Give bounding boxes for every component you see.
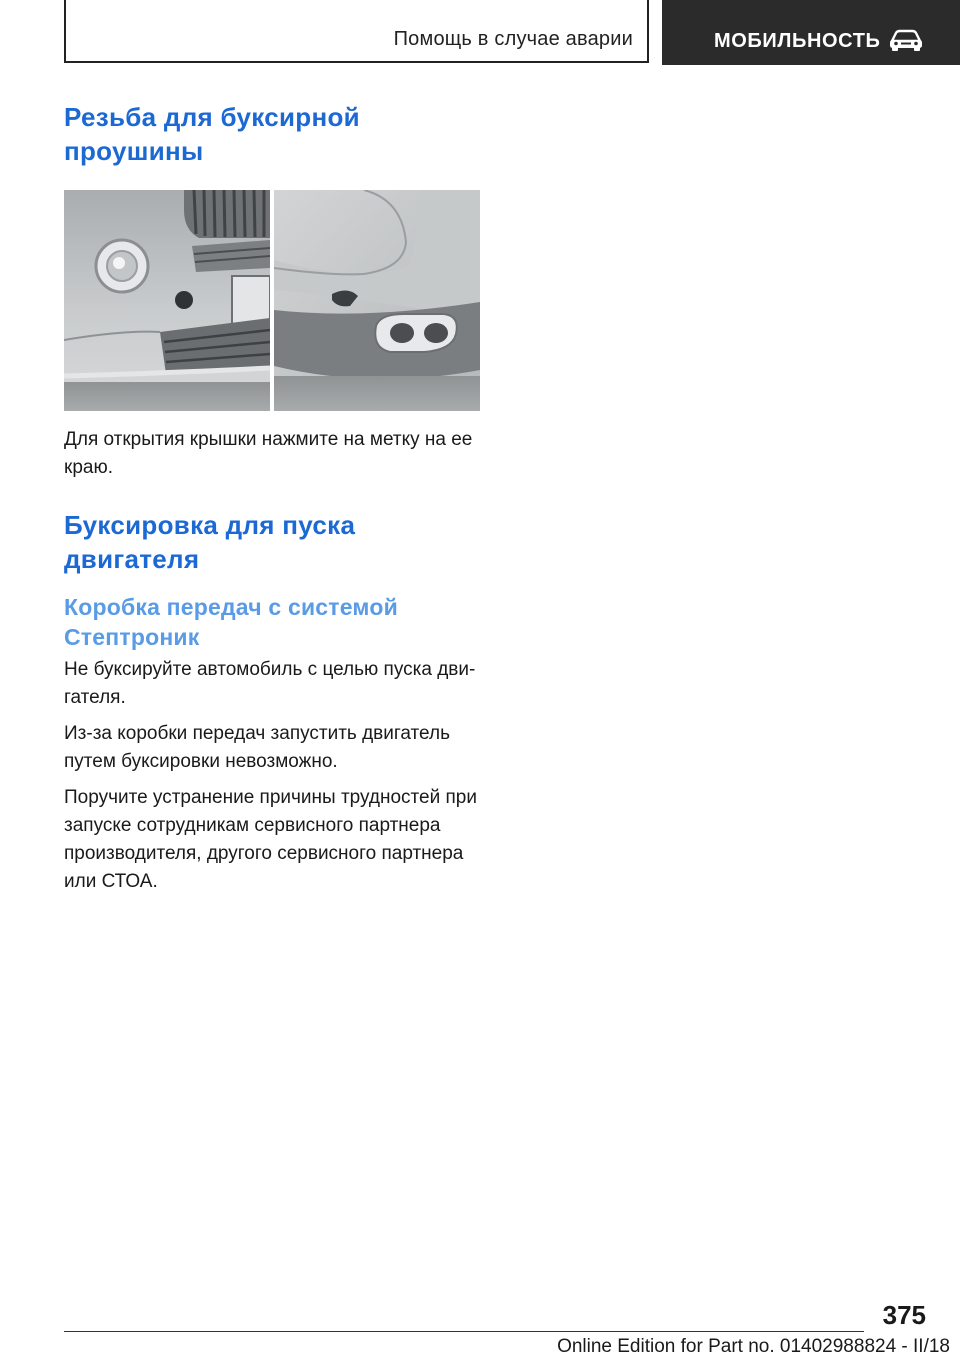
chapter-tab	[662, 0, 960, 65]
main-content	[64, 100, 482, 896]
header-frame	[64, 0, 649, 63]
heading-tow-start: Буксировка для пуска двигателя	[64, 510, 356, 574]
chapter-title: МОБИЛЬНОСТЬ	[714, 30, 881, 52]
car-icon	[888, 28, 924, 52]
footer-divider	[64, 1331, 864, 1332]
section-title: Помощь в случае аварии	[393, 28, 633, 50]
paragraph: Не буксируйте автомобиль с целью пуска двигателя.	[64, 659, 476, 708]
footer-edition: Online Edition for Part no. 01402988824 - II/18	[557, 1336, 950, 1357]
paragraph: Из-за коробки передач запустить двигатель путем буксировки невозможно.	[64, 723, 450, 772]
tow-eye-caption: Для открытия крышки нажмите на метку на ее краю.	[64, 429, 473, 478]
tow-eye-cover-illustration	[64, 190, 480, 411]
paragraph: Поручите устранение причины трудностей при запуске сотрудникам сервисного партнера производителя, другого сервисного партнера или СТОА.	[64, 787, 477, 892]
subheading-steptronic: Коробка передач с системой Стептроник	[64, 594, 398, 650]
page-number: 375	[882, 1300, 926, 1330]
heading-tow-eye-thread: Резьба для буксирной проушины	[64, 102, 360, 166]
